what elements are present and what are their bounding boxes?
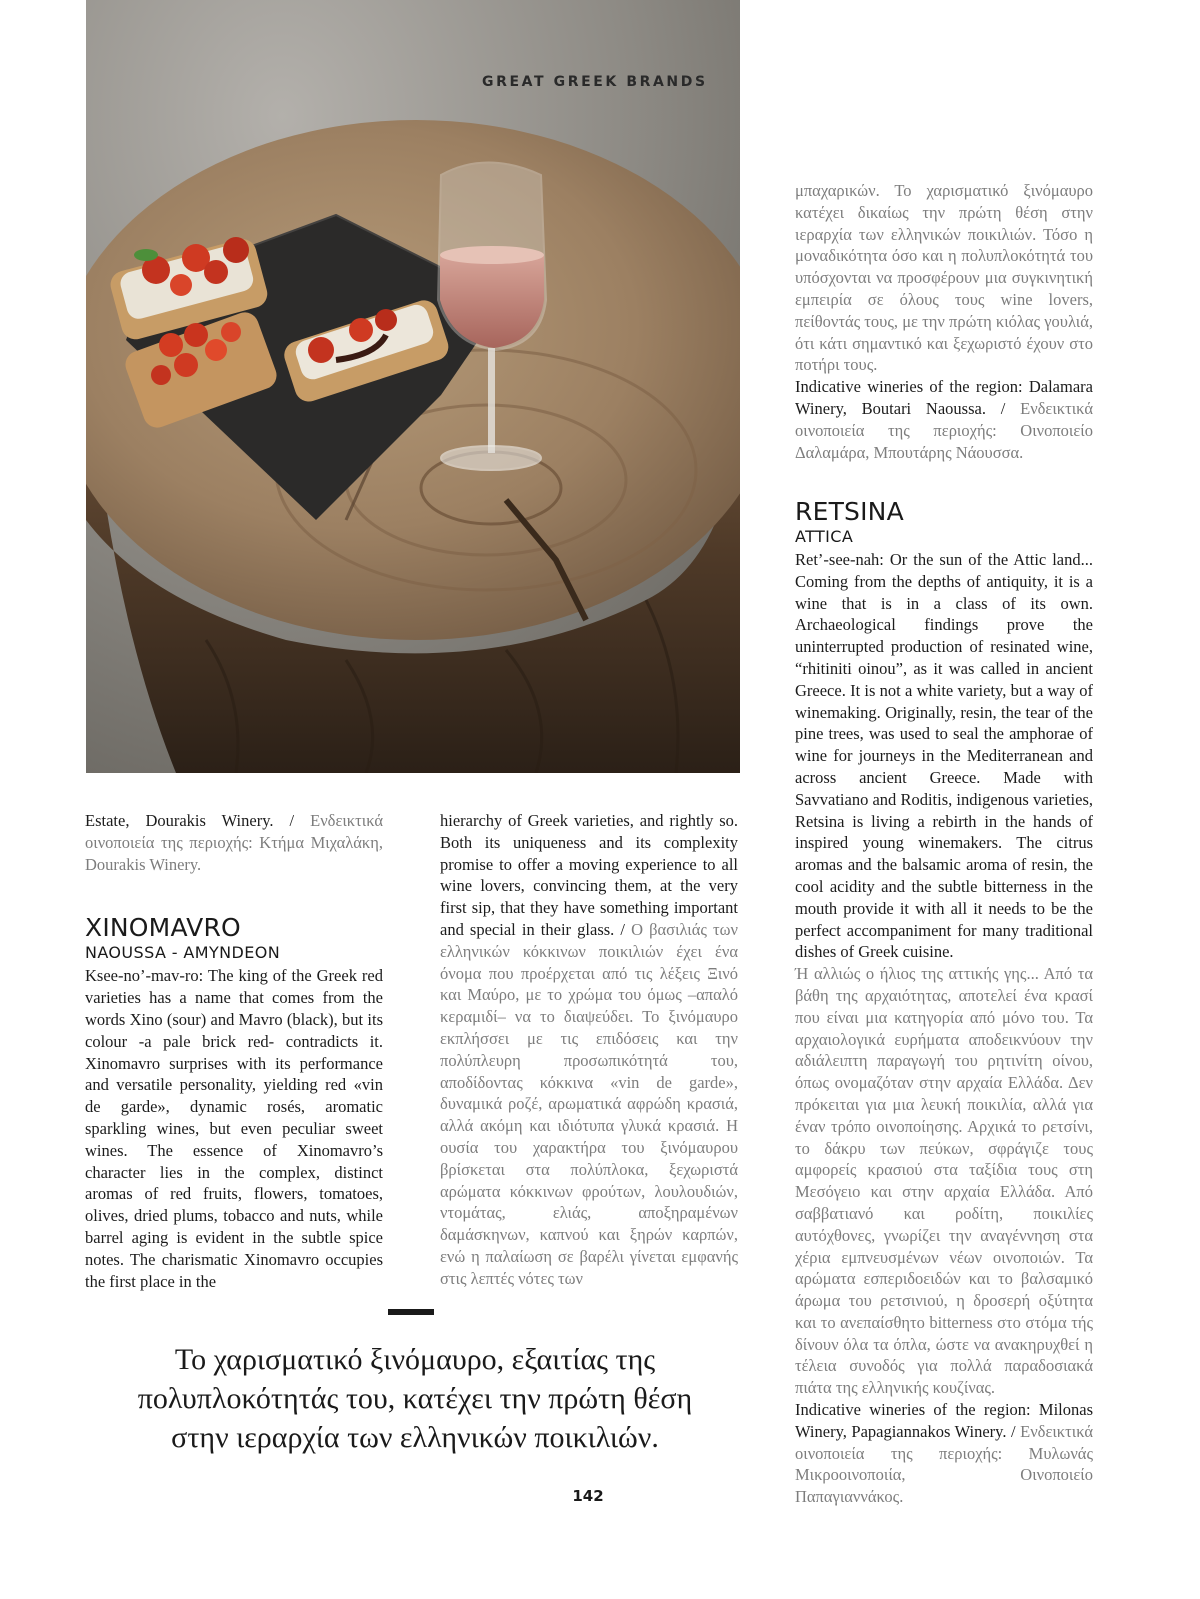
pull-quote bbox=[90, 1340, 740, 1457]
photo-icon bbox=[86, 0, 740, 773]
xinomavro-body-greek: Ο βασιλιάς των ελληνικών κόκκινων ποικιλιών έχει ένα όνομα που προέρχεται από τις λέξεις Ξινό και Μαύρο, με το χρώμα του όμως –απαλό κεραμιδί– να το διαψεύδει. Το ξινόμαυρο εκπλήσσει με τις επιδόσεις και την πολύπλευρη προσωπικότητά του, αποδίδοντας κόκκινα «vin de garde», δυναμικά ροζέ, αρωματικά αφρώδη κρασιά, αλλά ακόμη και ιδιότυπα γλυκά κρασιά. Η ουσία του χαρακτήρα του ξινόμαυρου βρίσκεται στα πολύπλοκα, ξεχωριστά αρώματα κόκκινων φρούτων, λουλουδιών, ντομάτας, ελιάς, αποξηραμένων δαμάσκηνων, καπνού και ξηρών καρπών, ενώ η παλαίωση σε βαρέλι γίνεται εμφανής στις λεπτές νότες των bbox=[440, 919, 738, 1288]
pull-quote-line-2: πολυπλοκότητάς του, κατέχει την πρώτη θέση bbox=[137, 1382, 693, 1415]
wineries-greek: Ενδεικτικά οινοποιεία της περιοχής: Οινοποιείο Δαλαμάρα, Μπουτάρης Νάουσσα. bbox=[795, 398, 1093, 462]
column-3-top bbox=[795, 180, 1093, 463]
spacer bbox=[85, 875, 383, 913]
column-2 bbox=[440, 810, 738, 1290]
xinomavro-region: NAOUSSA - AMYNDEON bbox=[85, 943, 281, 963]
retsina-body-greek: Ή αλλιώς ο ήλιος της αττικής γης... Από τα βάθη της αρχαιότητας, αποτελεί ένα κρασί που είναι μια κατηγορία από μόνο του. Τα αρχαιολογικά ευρήματα αποδεικνύουν την αδιάλειπτη παραγωγή του ρητινίτη οίνου, όπως ονομαζόταν στην αρχαία Ελλάδα. Δεν πρόκειται για μια λευκή ποικιλία, αλλά για έναν τρόπο οινοποίησης. Αρχικά το ρετσίνι, το δάκρυ των πεύκων, σφράγιζε τους αμφορείς κρασιού στα ταξίδια τους στη Μεσόγειο και στην αρχαία Ελλάδα. Από σαββατιανό και ροδίτη, ποικιλίες αυτόχθονες, γνωρίζει την αναγέννηση στα χέρια εμπνευσμένων νέων οινοποιών. Τα αρώματα εσπεριδοειδών και το βαλσαμικό άρωμα του ρετσινιού, η δροσερή οξύτητα και το ανεπαίσθητο bitterness στο στόμα τής δίνουν όλα τα όπλα, ώστε να ανακηρυχθεί η τέλεια συνοδός για πολλά παραδοσιακά πιάτα της ελληνικής κουζίνας. bbox=[795, 964, 1093, 1398]
xinomavro-greek-cont: μπαχαρικών. Το χαρισματικό ξινόμαυρο κατέχει δικαίως την πρώτη θέση στην ιεραρχία των ελληνικών ποικιλιών. Τόσο η μοναδικότητα όσο και η πολυπλοκότητά του υπόσχονται να προσφέρουν μια συγκινητική εμπειρία σε όλους τους wine lovers, πείθοντάς τους, με την πρώτη κιόλας γουλιά, ότι κάτι σημαντικό και ξεχωριστό έχουν στο ποτήρι τους. bbox=[795, 181, 1093, 375]
retsina-wineries-greek: Ενδεικτικά οινοποιεία της περιοχής: Μυλωνάς Μικροοινοποιία, Οινοποιείο Παπαγιαννάκος. bbox=[795, 1421, 1094, 1507]
retsina-body-english: Ret’-see-nah: Or the sun of the Attic land... Coming from the depths of antiquity, it is a wine that is in a class of its own. Archaeological findings prove the uninterrupted production of resinated wine, “rhitiniti oinou”, as it was called in ancient Greece. It is not a white variety, but a way of winemaking. Originally, resin, the tear of the pine trees, was used to seal the amphorae of wine for journeys in the Mediterranean and across ancient Greece. Made with Savvatiano and Roditis, indigenous varieties, Retsina is living a rebirth in the hands of inspired young winemakers. The citrus aromas and the balsamic aroma of resin, the cool acidity and the subtle bitterness in the mouth provide it with all it needs to be the perfect accompaniment for many traditional dishes of Greek cuisine. bbox=[795, 550, 1093, 962]
xinomavro-title: XINOMAVRO bbox=[85, 913, 241, 943]
pull-quote-line-1: Το χαρισματικό ξινόμαυρο, εξαιτίας της bbox=[174, 1343, 656, 1376]
pull-quote-line-3: στην ιεραρχία των ελληνικών ποικιλιών. bbox=[171, 1421, 659, 1454]
column-2-text bbox=[440, 810, 738, 1290]
retsina-wineries-english: Indicative wineries of the region: Milonas Winery, Papagiannakos Winery. / bbox=[795, 1400, 1093, 1441]
pull-quote-rule bbox=[388, 1309, 434, 1315]
wine-and-bruschetta-photo bbox=[86, 0, 740, 773]
xinomavro-wineries bbox=[795, 376, 1093, 463]
retsina-title: RETSINA bbox=[795, 497, 904, 526]
section-kicker: GREAT GREEK BRANDS bbox=[482, 74, 708, 90]
intro-greek: Ενδεικτικά οινοποιεία της περιοχής: Κτήμα Μιχαλάκη, Dourakis Winery. bbox=[85, 811, 384, 874]
intro-english: Estate, Dourakis Winery. / bbox=[85, 811, 295, 830]
wineries-english: Indicative wineries of the region: Dalamara Winery, Boutari Naoussa. / bbox=[795, 377, 1093, 418]
column-3-retsina bbox=[795, 497, 1093, 1508]
retsina-region: ATTICA bbox=[795, 527, 854, 546]
retsina-wineries bbox=[795, 1399, 1093, 1508]
column-1-intro bbox=[85, 810, 383, 875]
xinomavro-body-english-cont: hierarchy of Greek varieties, and rightly so. Both its uniqueness and its complexity promise to offer a moving experience to all wine lovers, convincing them, at the very first sip, that they have something important and special in their glass. / bbox=[440, 811, 738, 939]
xinomavro-body-english: Ksee-no’-mav-ro: The king of the Greek red varieties has a name that comes from the words Xino (sour) and Mavro (black), but its colour -a pale brick red- contradicts it. Xinomavro surprises with its performance and versatile personality, yielding red «vin de garde», dynamic rosés, aromatic sparkling wines, but even peculiar sweet wines. The essence of Xinomavro’s character lies in the complex, distinct aromas of red fruits, flowers, tomatoes, olives, dried plums, tobacco and nuts, while barrel aging is evident in the subtle spice notes. The charismatic Xinomavro occupies the first place in the bbox=[85, 966, 383, 1291]
column-1 bbox=[85, 810, 383, 1292]
page-number: 142 bbox=[572, 1487, 604, 1505]
